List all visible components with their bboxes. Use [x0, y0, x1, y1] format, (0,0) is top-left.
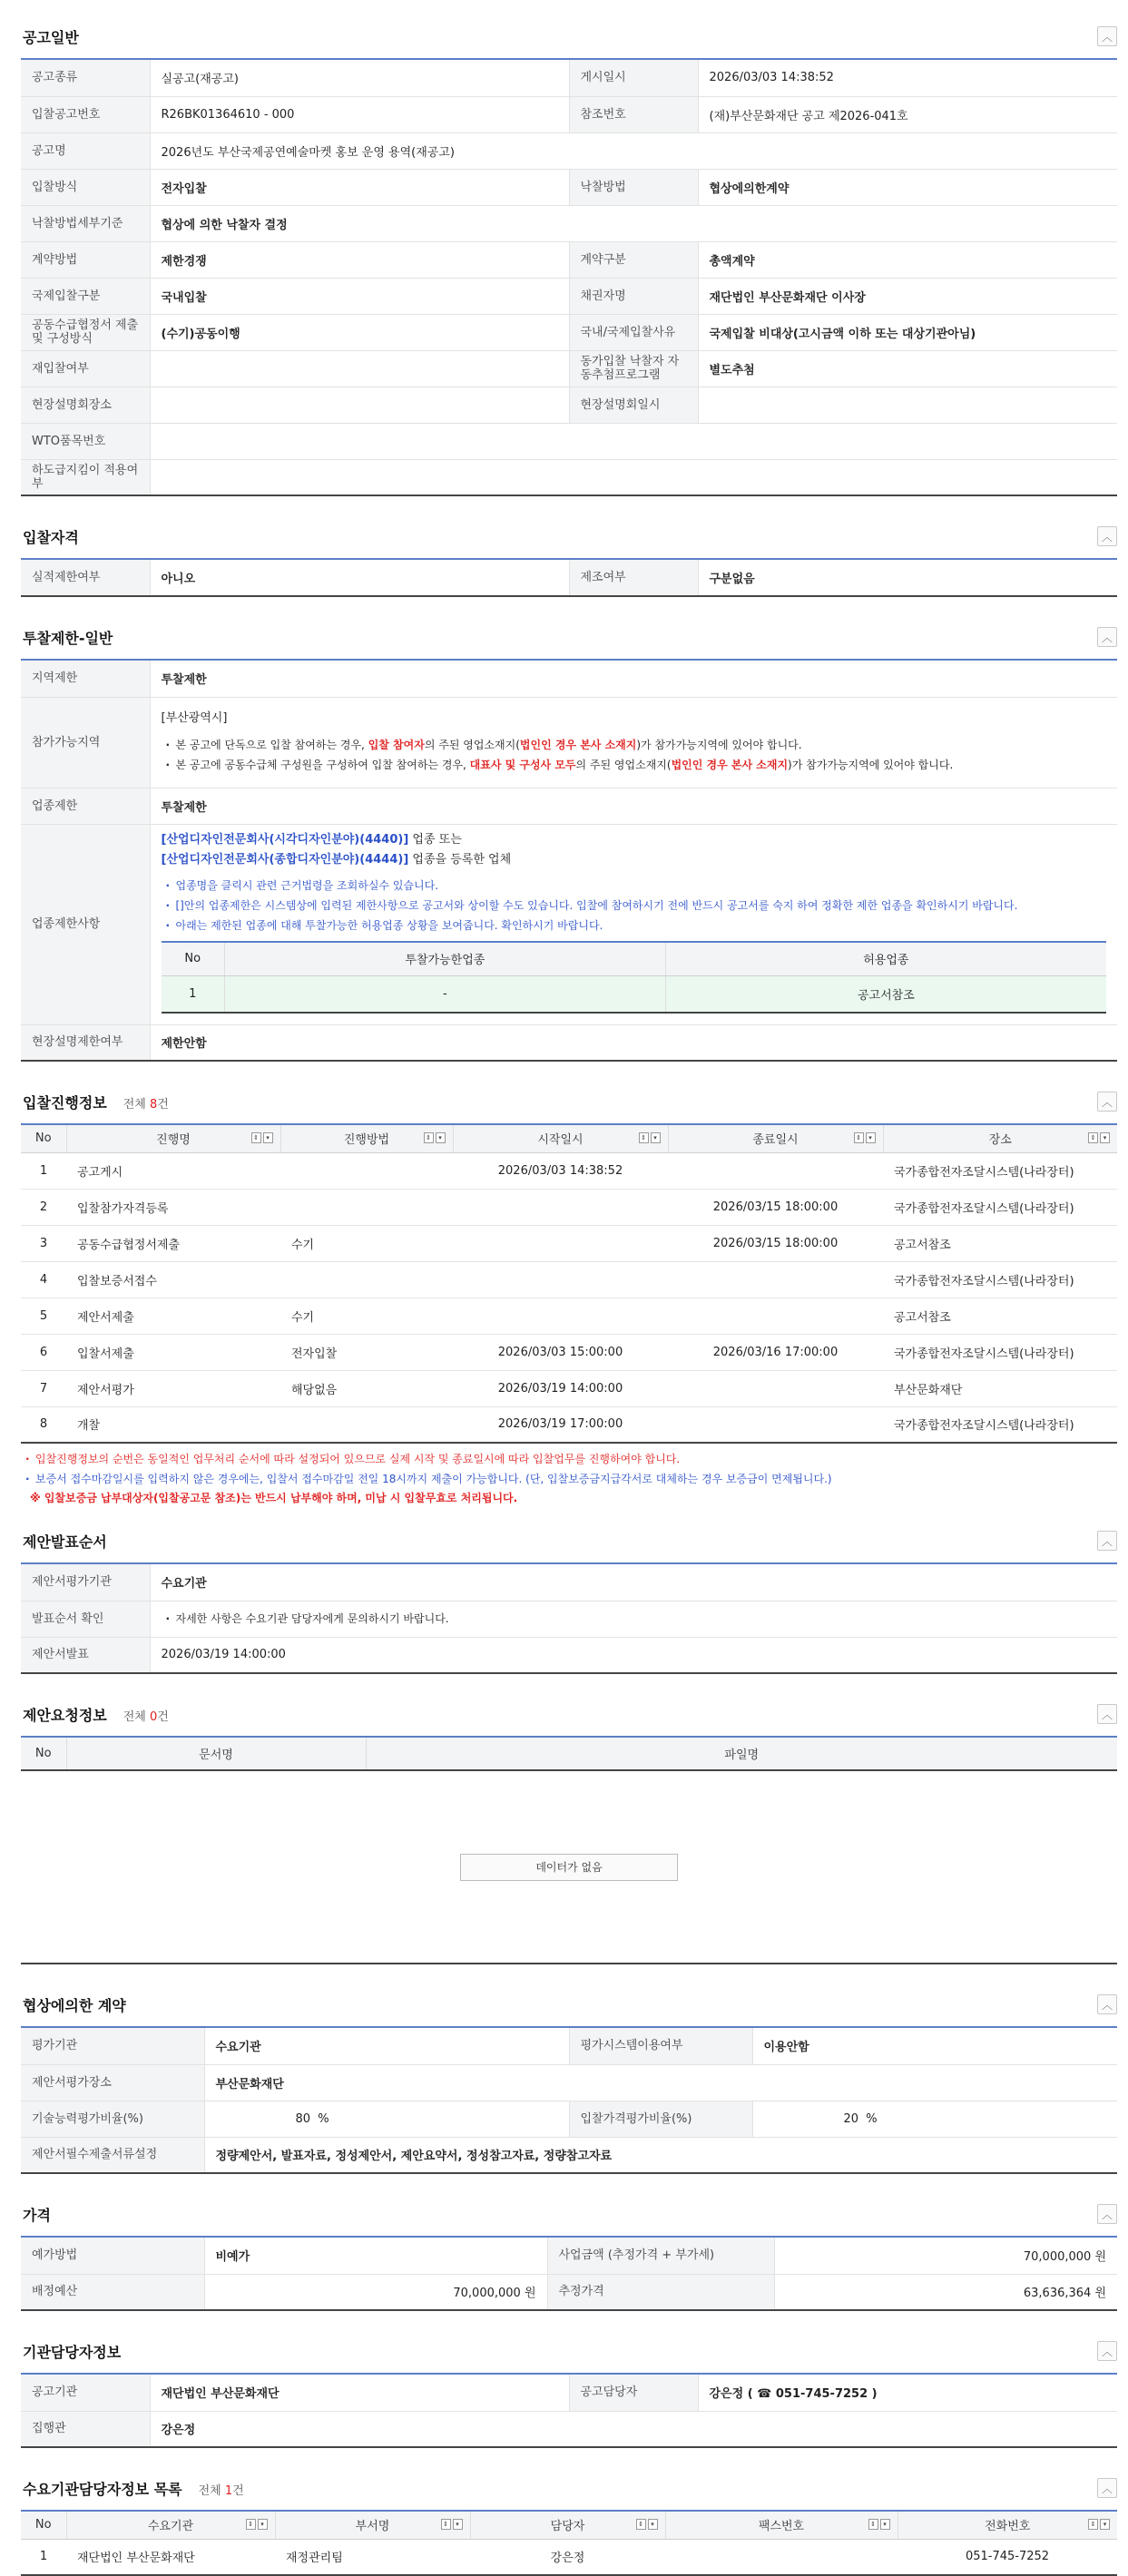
- record-count: 전체 8건: [123, 1097, 169, 1112]
- demand-contacts-table: No 수요기관 ⇕ ▾ 부서명 ⇕ ▾ 담당자 ⇕ ▾ 팩스번호 ⇕ ▾ 전화번호 ⇕ ▾ 1 재단법인 부산문화재단 재정관리팀 강은정 051-745-7252: [21, 2512, 1117, 2576]
- area-note-2: · 본 공고에 공동수급체 구성원을 구성하여 입찰 참여하는 경우, 대표사 및 구성사 모두의 주된 영업소재지(법인인 경우 본사 소재지)가 참가가능지역에 있어야 합니다.: [162, 755, 1107, 775]
- table-cell: [280, 1406, 453, 1443]
- sort-icon[interactable]: ⇕ ▾: [868, 2519, 890, 2530]
- record-count: 전체 1건: [198, 2483, 244, 2498]
- sort-icon[interactable]: ⇕ ▾: [1088, 1132, 1110, 1143]
- table-cell: 2026/03/15 18:00:00: [668, 1225, 883, 1261]
- table-cell: 2026/03/16 17:00:00: [668, 1334, 883, 1370]
- table-cell: 2026/03/03 15:00:00: [453, 1334, 668, 1370]
- table-cell: 공고서참조: [883, 1225, 1117, 1261]
- collapse-toggle-icon[interactable]: ︿: [1097, 2478, 1117, 2498]
- section-title: 기관담당자정보: [23, 2343, 122, 2361]
- table-row: [21, 1298, 1117, 1334]
- table-cell: 2026/03/19 17:00:00: [453, 1406, 668, 1443]
- table-row: [21, 1334, 1117, 1370]
- sort-icon[interactable]: ⇕ ▾: [636, 2519, 658, 2530]
- sort-icon[interactable]: ⇕ ▾: [639, 1132, 661, 1143]
- no-data-message: 데이터가 없음: [460, 1854, 678, 1881]
- table-cell: 국가종합전자조달시스템(나라장터): [883, 1261, 1117, 1298]
- table-cell: 국가종합전자조달시스템(나라장터): [883, 1189, 1117, 1225]
- table-cell: 2026/03/15 18:00:00: [668, 1189, 883, 1225]
- section-title: 수요기관담당자정보 목록: [23, 2480, 182, 2498]
- collapse-toggle-icon[interactable]: ︿: [1097, 1994, 1117, 2014]
- progress-table: No 진행명 ⇕ ▾ 진행방법 ⇕ ▾ 시작일시 ⇕ ▾ 종료일시 ⇕ ▾ 장소 ⇕ ▾ 1 공고게시 2026/03/03 14:38:52 국가종합전자조달시스템(나라장터) 2 입찰참가자격등록 2026/03/15 18:00:00 국가종합전자조달시스템(나라장터) 3 공동수급협정서제출 수기 2026/03/15 18:00:00 공고서참조 4 입찰보증서접수 국가종합전자조달시스템(나라장터) 5 제안서제출 수기 공고서참조 6 입찰서제출 전자입찰 2026/03/03 15:00:00 2026/03/16 17:00:00 국가종합전자조달시스템(나라장터) 7 제안서평가 해당없음 2026/03/19 14:00:00 부산문화재단 8 개찰 2026/03/19 17:00:00 국가종합전자조달시스템(나라장터): [21, 1125, 1117, 1444]
- table-cell: [668, 1298, 883, 1334]
- industry-link-4444[interactable]: [산업디자인전문회사(종합디자인분야)(4444)]: [161, 852, 409, 867]
- table-cell: [280, 1261, 453, 1298]
- table-cell: 7: [21, 1370, 66, 1406]
- section-qualification: 입찰자격 ︿ 실적제한여부 아니오 제조여부 구분없음: [21, 514, 1117, 597]
- table-cell: 수기: [280, 1225, 453, 1261]
- table-cell: 해당없음: [280, 1370, 453, 1406]
- table-row: [21, 1225, 1117, 1261]
- collapse-toggle-icon[interactable]: ︿: [1097, 26, 1117, 46]
- table-cell: [668, 1406, 883, 1443]
- record-count: 전체 0건: [123, 1709, 169, 1724]
- section-agency-contact: 기관담당자정보 ︿ 공고기관 재단법인 부산문화재단 공고담당자 강은정 ( ☎ 051-745-7252 ) 집행관 강은정: [21, 2329, 1117, 2448]
- sort-icon[interactable]: ⇕ ▾: [441, 2519, 463, 2530]
- collapse-toggle-icon[interactable]: ︿: [1097, 526, 1117, 546]
- allowed-industry-table: No 투찰가능한업종 허용업종 1 - 공고서참조: [162, 941, 1107, 1014]
- table-cell: 1: [21, 1152, 66, 1189]
- sort-icon[interactable]: ⇕ ▾: [424, 1132, 446, 1143]
- section-title: 공고일반: [23, 28, 79, 46]
- table-cell: 공고서참조: [883, 1298, 1117, 1334]
- section-presentation-order: 제안발표순서 ︿ 제안서평가기관 수요기관 발표순서 확인 · 자세한 사항은 수요기관 담당자에게 문의하시기 바랍니다. 제안서발표 2026/03/19 14:00:00: [21, 1519, 1117, 1674]
- section-title: 입찰자격: [23, 528, 79, 546]
- sort-icon[interactable]: ⇕ ▾: [246, 2519, 268, 2530]
- table-row: 1 - 공고서참조: [162, 976, 1107, 1013]
- table-cell: 공동수급협정서제출: [66, 1225, 280, 1261]
- table-cell: 5: [21, 1298, 66, 1334]
- table-cell: [668, 1370, 883, 1406]
- table-cell: 전자입찰: [280, 1334, 453, 1370]
- table-row: [21, 1261, 1117, 1298]
- table-cell: 4: [21, 1261, 66, 1298]
- area-name: [부산광역시]: [161, 711, 228, 725]
- table-cell: [668, 1261, 883, 1298]
- table-row: 1 재단법인 부산문화재단 재정관리팀 강은정 051-745-7252: [21, 2539, 1117, 2575]
- sort-icon[interactable]: ⇕ ▾: [854, 1132, 876, 1143]
- collapse-toggle-icon[interactable]: ︿: [1097, 1531, 1117, 1551]
- section-demand-contacts: [21, 2466, 1117, 2576]
- table-cell: [453, 1225, 668, 1261]
- section-title: 투찰제한-일반: [23, 629, 113, 647]
- table-cell: 국가종합전자조달시스템(나라장터): [883, 1334, 1117, 1370]
- table-cell: 제안서제출: [66, 1298, 280, 1334]
- table-cell: [453, 1261, 668, 1298]
- collapse-toggle-icon[interactable]: ︿: [1097, 1092, 1117, 1112]
- section-title: 입찰진행정보: [23, 1093, 107, 1112]
- section-title: 협상에의한 계약: [23, 1996, 126, 2014]
- table-cell: 8: [21, 1406, 66, 1443]
- table-cell: 입찰서제출: [66, 1334, 280, 1370]
- table-cell: 국가종합전자조달시스템(나라장터): [883, 1152, 1117, 1189]
- industry-link-4440[interactable]: [산업디자인전문회사(시각디자인분야)(4440)]: [161, 832, 409, 847]
- restriction-note-1: · 업종명을 클릭시 관련 근거법령을 조회하실수 있습니다.: [162, 876, 1107, 896]
- table-cell: [280, 1189, 453, 1225]
- notice-general-table: 공고종류 실공고(재공고) 게시일시 2026/03/03 14:38:52 입찰공고번호 R26BK01364610 - 000 참조번호 (재)부산문화재단 공고 제2026-041호 공고명 2026년도 부산국제공연예술마켓 홍보 운영 용역(재공고) 입찰방식 전자입찰 낙찰방법 협상에의한계약 낙찰방법세부기준 협상에 의한 낙찰자 결정 계약방법 제한경쟁 계약구분 총액계약 국제입찰구분 국내입찰 채권자명 재단법인 부산문화재단 이사장 공동수급협정서 제출 및 구성방식 (수기)공동이행 국내/국제입찰사유 국제입찰 비대상(고시금액 이하 또는 대상기관아님) 재입찰여부 동가입찰 낙찰자 자동추첨프로그램 별도추첨 현장설명회장소 현장설명회일시 WTO품목번호 하도급지킴이 적용여부: [21, 60, 1117, 496]
- progress-notes: · 입찰진행정보의 순번은 동일적인 업무처리 순서에 따라 설정되어 있으므로 실제 시작 및 종료일시에 따라 입찰업무를 진행하여야 합니다. · 보증서 접수마감일시를 입력하지 않은 경우에는, 입찰서 접수마감일 전일 18시까지 제출이 가능합니다. (단, 입찰보증금지급각서로 대체하는 경우 보증금이 면제됩니다.) ※ 입찰보증금 납부대상자(입찰공고문 참조)는 반드시 납부해야 하며, 미납 시 입찰무효로 처리됩니다.: [21, 1444, 1117, 1515]
- table-cell: 공고게시: [66, 1152, 280, 1189]
- table-cell: 2: [21, 1189, 66, 1225]
- table-cell: 3: [21, 1225, 66, 1261]
- section-request-info: 제안요청정보 전체 0건 ︿ No 문서명 파일명 데이터가 없음: [21, 1692, 1117, 1964]
- sort-icon[interactable]: ⇕ ▾: [1088, 2519, 1110, 2530]
- table-cell: 개찰: [66, 1406, 280, 1443]
- table-cell: [668, 1152, 883, 1189]
- table-cell: 2026/03/03 14:38:52: [453, 1152, 668, 1189]
- collapse-toggle-icon[interactable]: ︿: [1097, 2341, 1117, 2361]
- area-note-1: · 본 공고에 단독으로 입찰 참여하는 경우, 입찰 참여자의 주된 영업소재지(법인인 경우 본사 소재지)가 참가가능지역에 있어야 합니다.: [162, 735, 1107, 755]
- table-cell: [280, 1152, 453, 1189]
- table-cell: [453, 1298, 668, 1334]
- table-row: [21, 1406, 1117, 1443]
- sort-icon[interactable]: ⇕ ▾: [251, 1132, 273, 1143]
- collapse-toggle-icon[interactable]: ︿: [1097, 627, 1117, 647]
- collapse-toggle-icon[interactable]: ︿: [1097, 1704, 1117, 1724]
- table-row: [21, 1152, 1117, 1189]
- section-title: 제안요청정보: [23, 1706, 107, 1724]
- section-title: 제안발표순서: [23, 1533, 107, 1551]
- section-negotiation: 협상에의한 계약 ︿ 평가기관 수요기관 평가시스템이용여부 이용안함 제안서평가장소 부산문화재단 기술능력평가비율(%) 80 % 입찰가격평가비율(%) 20 % 제안서필수제출서류설정 정량제안서, 발표자료, 정성제안서, 제안요약서, 정성참고자료, 정량참고자료: [21, 1983, 1117, 2174]
- restriction-note-3: · 아래는 제한된 업종에 대해 투찰가능한 허용업종 상황을 보여줍니다. 확인하시기 바랍니다.: [162, 916, 1107, 935]
- table-cell: 부산문화재단: [883, 1370, 1117, 1406]
- table-cell: 입찰참가자격등록: [66, 1189, 280, 1225]
- section-price: 가격 ︿ 예가방법 비예가 사업금액 (추정가격 + 부가세) 70,000,000 원 배정예산 70,000,000 원 추정가격 63,636,364 원: [21, 2192, 1117, 2311]
- table-cell: 입찰보증서접수: [66, 1261, 280, 1298]
- table-cell: 제안서평가: [66, 1370, 280, 1406]
- section-progress: [21, 1080, 1117, 1515]
- collapse-toggle-icon[interactable]: ︿: [1097, 2204, 1117, 2224]
- table-cell: 6: [21, 1334, 66, 1370]
- table-cell: [453, 1189, 668, 1225]
- table-cell: 국가종합전자조달시스템(나라장터): [883, 1406, 1117, 1443]
- table-cell: 2026/03/19 14:00:00: [453, 1370, 668, 1406]
- section-notice-general: [21, 15, 1117, 496]
- section-bid-restriction: 투찰제한-일반 ︿ 지역제한 투찰제한 참가가능지역 [부산광역시] · 본 공고에 단독으로 입찰 참여하는 경우, 입찰 참여자의 주된 영업소재지(법인인 경우 본사 소재지)가 참가가능지역에 있어야 합니다. · 본 공고에 공동수급체 구성원을 구성하여 입찰 참여하는 경우, 대표사 및 구성사 모두의 주된 영업소재지(법인인 경우 본사 소재지)가 참가가능지역에 있어야 합니다. 업종제한 투찰제한 업종제한사항 [산업디자인전문회사(시각디자인분야)(4440)] 업종 또는 [산업디자인전문회사(종합디자인분야)(4444)] 업종을 등록한 업체 · 업종명을 클릭시 관련 근거법령을 조회하실수 있습니다. · []안의 업종제한은 시스템상에 입력된 제한사항으로 공고서와 상이할 수도 있습니다. 입찰에 참여하시기 전에 반드시 공고서를 숙지 하여 정확한 제한 업종을 확인하시기 바랍니다. · 아래는 제한된 업종에 대해 투찰가능한 허용업종 상황을 보여줍니다. 확인하시기 바랍니다. No 투찰가능한업종 허용업종 1 - 공고서참조 현장설명제한여부 제한안함: [21, 615, 1117, 1062]
- table-row: [21, 1189, 1117, 1225]
- table-row: [21, 1370, 1117, 1406]
- table-cell: 수기: [280, 1298, 453, 1334]
- section-title: 가격: [23, 2206, 51, 2224]
- restriction-note-2: · []안의 업종제한은 시스템상에 입력된 제한사항으로 공고서와 상이할 수도 있습니다. 입찰에 참여하시기 전에 반드시 공고서를 숙지 하여 정확한 제한 업종을 확인하시기 바랍니다.: [162, 896, 1107, 916]
